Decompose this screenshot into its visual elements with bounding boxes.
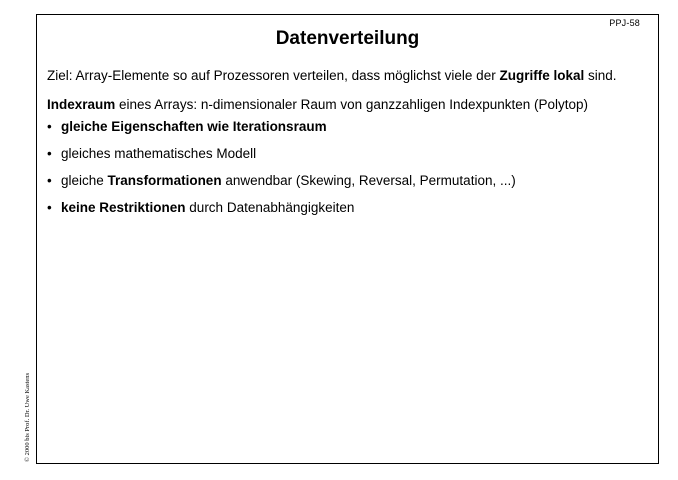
goal-text-post: sind.	[584, 68, 617, 83]
copyright-notice: © 2000 bis Prof. Dr. Uwe Kastens	[24, 372, 31, 462]
bullet-list	[47, 119, 516, 227]
bullet-dot-icon: •	[47, 173, 52, 188]
index-space-text: eines Arrays: n-dimensionaler Raum von ganzzahligen Indexpunkten (Polytop)	[115, 97, 589, 112]
bullet-text-pre: gleiche	[61, 173, 108, 188]
index-space-term: Indexraum	[47, 97, 116, 112]
bullet-item	[47, 173, 516, 200]
goal-statement	[47, 68, 617, 83]
bullet-dot-icon: •	[47, 146, 52, 161]
goal-text-pre: Ziel: Array-Elemente so auf Prozessoren verteilen, dass möglichst viele der	[47, 68, 500, 83]
slide-title: Datenverteilung	[275, 28, 420, 49]
slide-frame	[36, 14, 659, 464]
page-id: PPJ-58	[609, 18, 640, 28]
bullet-item	[47, 119, 516, 146]
bullet-text-pre: gleiches mathematisches Modell	[61, 146, 257, 161]
bullet-text-post: durch Datenabhängigkeiten	[185, 200, 355, 215]
bullet-item	[47, 146, 516, 173]
bullet-text-bold: gleiche Eigenschaften wie Iterationsraum	[61, 119, 327, 134]
bullet-text-bold: Transformationen	[107, 173, 222, 188]
bullet-dot-icon: •	[47, 119, 52, 134]
goal-text-bold: Zugriffe lokal	[499, 68, 585, 83]
bullet-text-bold: keine Restriktionen	[61, 200, 186, 215]
bullet-item	[47, 200, 516, 227]
bullet-text-post: anwendbar (Skewing, Reversal, Permutation, ...)	[221, 173, 516, 188]
bullet-dot-icon: •	[47, 200, 52, 215]
index-space-definition	[47, 97, 588, 112]
